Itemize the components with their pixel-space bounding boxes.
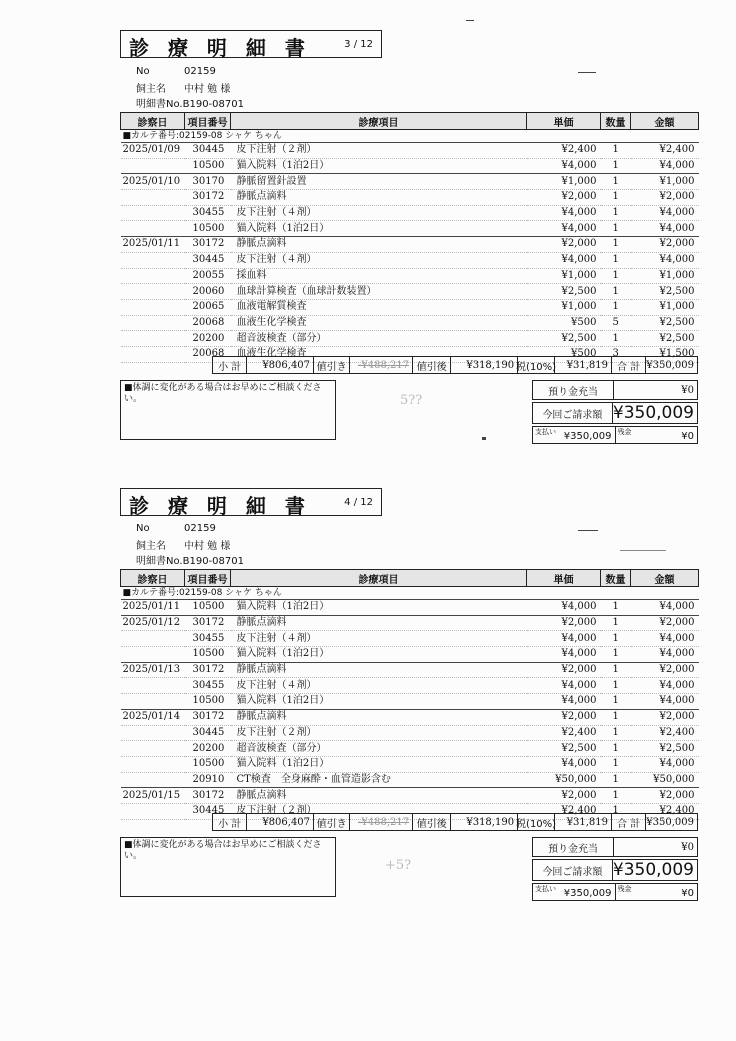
cell-item: 血液生化学検査 (231, 315, 527, 331)
cell-price: ¥4,000 (527, 221, 601, 237)
table-row (121, 725, 699, 741)
cell-price: ¥500 (527, 315, 601, 331)
table-row (121, 252, 699, 268)
cell-qty: 1 (601, 252, 631, 268)
cell-code: 20068 (185, 315, 231, 331)
paid-cell (533, 427, 616, 443)
cell-price: ¥4,000 (527, 158, 601, 174)
cell-amount: ¥2,000 (631, 788, 699, 804)
total-label: 合 計 (612, 814, 646, 830)
cell-qty: 1 (601, 205, 631, 221)
cell-date (121, 205, 185, 221)
tax-value: ¥31,819 (555, 357, 612, 373)
cell-price: ¥2,500 (527, 741, 601, 757)
cell-price: ¥4,000 (527, 678, 601, 694)
cell-qty: 1 (601, 788, 631, 804)
col-date: 診察日 (121, 113, 185, 130)
balance-value: ¥0 (681, 888, 694, 899)
tax-label: 税(10%) (518, 357, 555, 373)
cell-amount: ¥1,000 (631, 299, 699, 315)
discount-value: -¥488,217 (350, 814, 413, 830)
cell-date (121, 772, 185, 788)
cell-qty: 5 (601, 315, 631, 331)
cell-code: 20060 (185, 284, 231, 300)
table-row (121, 158, 699, 174)
cell-date (121, 315, 185, 331)
cell-qty: 1 (601, 772, 631, 788)
owner-label: 飼主名 (136, 541, 166, 552)
scan-mark (578, 530, 598, 531)
cell-date (121, 647, 185, 663)
cell-date: 2025/01/11 (121, 237, 185, 253)
owner-value: 中村 勉 様 (184, 84, 231, 95)
billing-row (532, 402, 698, 424)
cell-amount: ¥2,400 (631, 803, 699, 819)
note-box: ■体調に変化がある場合はお早めにご相談ください。 (120, 837, 336, 897)
table-row (121, 268, 699, 284)
cell-qty: 1 (601, 756, 631, 772)
cell-code: 20055 (185, 268, 231, 284)
discount-label: 値引き (314, 814, 350, 830)
table-row (121, 190, 699, 206)
table-row (121, 694, 699, 710)
cell-date: 2025/01/10 (121, 174, 185, 190)
balance-label: 残金 (617, 428, 632, 436)
cell-amount: ¥4,000 (631, 221, 699, 237)
cell-date: 2025/01/14 (121, 709, 185, 725)
cell-date (121, 158, 185, 174)
balance-cell (616, 884, 698, 900)
cell-price: ¥2,400 (527, 803, 601, 819)
paid-cell (533, 884, 616, 900)
cell-item: 静脈留置針設置 (231, 174, 527, 190)
cell-item: 猫入院料（1泊2日） (231, 694, 527, 710)
table-row (121, 600, 699, 616)
cell-date (121, 221, 185, 237)
cell-price: ¥2,500 (527, 284, 601, 300)
page-number: 3 / 12 (344, 39, 373, 50)
owner-line (136, 80, 230, 95)
table-row (121, 331, 699, 347)
cell-price: ¥4,000 (527, 694, 601, 710)
subtotal-label: 小 計 (213, 357, 247, 373)
cell-amount: ¥2,000 (631, 615, 699, 631)
cell-item: 静脈点滴料 (231, 237, 527, 253)
cell-amount: ¥4,000 (631, 631, 699, 647)
cell-amount: ¥2,000 (631, 709, 699, 725)
cell-date (121, 756, 185, 772)
table-row (121, 284, 699, 300)
karte-line: ■カルテ番号:02159-08 シャケ ちゃん (122, 131, 282, 141)
table-row (121, 741, 699, 757)
cell-item: 皮下注射（４剤） (231, 205, 527, 221)
cell-item: 超音波検査（部分） (231, 741, 527, 757)
cell-amount: ¥4,000 (631, 158, 699, 174)
cell-item: CT検査 全身麻酔・血管造影含む (231, 772, 527, 788)
paid-balance-row (532, 883, 698, 901)
statement-value: B190-08701 (182, 556, 244, 567)
cell-item: 血液生化学検査 (231, 346, 527, 362)
cell-amount: ¥2,400 (631, 725, 699, 741)
cell-amount: ¥4,000 (631, 678, 699, 694)
cell-item: 静脈点滴料 (231, 615, 527, 631)
cell-code: 20068 (185, 346, 231, 362)
cell-item: 血液電解質検査 (231, 299, 527, 315)
table-row (121, 772, 699, 788)
cell-qty: 1 (601, 647, 631, 663)
table-header (121, 570, 699, 587)
cell-item: 猫入院料（1泊2日） (231, 158, 527, 174)
cell-date (121, 725, 185, 741)
col-item: 診療項目 (231, 570, 527, 587)
cell-qty: 3 (601, 346, 631, 362)
no-value: 02159 (184, 66, 216, 77)
deposit-label: 預り金充当 (533, 838, 614, 856)
cell-code: 30172 (185, 662, 231, 678)
subtotal-value: ¥806,407 (247, 357, 314, 373)
cell-price: ¥4,000 (527, 756, 601, 772)
cell-date (121, 190, 185, 206)
cell-price: ¥2,000 (527, 237, 601, 253)
cell-qty: 1 (601, 237, 631, 253)
cell-code: 30172 (185, 615, 231, 631)
table-row (121, 756, 699, 772)
handwritten-note: 5?? (400, 393, 423, 408)
table-row (121, 205, 699, 221)
cell-date: 2025/01/11 (121, 600, 185, 616)
cell-code: 10500 (185, 694, 231, 710)
deposit-value: ¥0 (681, 384, 694, 396)
cell-amount: ¥2,000 (631, 237, 699, 253)
cell-item: 猫入院料（1泊2日） (231, 221, 527, 237)
page-title: 診 療 明 細 書 (129, 494, 311, 518)
cell-item: 猫入院料（1泊2日） (231, 600, 527, 616)
table-row (121, 221, 699, 237)
cell-item: 皮下注射（２剤） (231, 725, 527, 741)
cell-date (121, 268, 185, 284)
cell-item: 猫入院料（1泊2日） (231, 647, 527, 663)
col-code: 項目番号 (185, 113, 231, 130)
cell-code: 10500 (185, 221, 231, 237)
cell-code: 30445 (185, 252, 231, 268)
cell-item: 皮下注射（４剤） (231, 252, 527, 268)
cell-date (121, 331, 185, 347)
owner-value: 中村 勉 様 (184, 541, 231, 552)
cell-item: 静脈点滴料 (231, 709, 527, 725)
cell-item: 猫入院料（1泊2日） (231, 756, 527, 772)
balance-label: 残金 (617, 885, 632, 893)
summary-row (212, 813, 698, 831)
statement-no-line (136, 552, 244, 567)
cell-code: 10500 (185, 600, 231, 616)
cell-qty: 1 (601, 803, 631, 819)
no-line (136, 66, 216, 77)
cell-price: ¥4,000 (527, 205, 601, 221)
cell-code: 30455 (185, 631, 231, 647)
discount-value: -¥488,217 (350, 357, 413, 373)
cell-amount: ¥2,500 (631, 284, 699, 300)
cell-code: 10500 (185, 158, 231, 174)
cell-amount: ¥4,000 (631, 252, 699, 268)
cell-item: 皮下注射（４剤） (231, 631, 527, 647)
cell-price: ¥2,000 (527, 709, 601, 725)
paid-label: 支払い (535, 885, 556, 893)
no-label: No (136, 523, 150, 534)
cell-date (121, 694, 185, 710)
title-box (120, 30, 382, 58)
cell-qty: 1 (601, 709, 631, 725)
cell-date (121, 803, 185, 819)
tax-label: 税(10%) (518, 814, 555, 830)
cell-code: 30172 (185, 709, 231, 725)
cell-qty: 1 (601, 600, 631, 616)
cell-qty: 1 (601, 662, 631, 678)
cell-price: ¥1,000 (527, 174, 601, 190)
col-date: 診察日 (121, 570, 185, 587)
col-price: 単価 (527, 113, 601, 130)
cell-price: ¥2,400 (527, 725, 601, 741)
owner-line (136, 537, 230, 552)
billing-row (532, 859, 698, 881)
cell-qty: 1 (601, 190, 631, 206)
owner-label: 飼主名 (136, 84, 166, 95)
statement-label: 明細書No. (136, 556, 183, 567)
paid-value: ¥350,009 (563, 431, 612, 442)
title-box (120, 488, 382, 516)
note-box: ■体調に変化がある場合はお早めにご相談ください。 (120, 380, 336, 440)
cell-amount: ¥1,000 (631, 268, 699, 284)
cell-code: 10500 (185, 756, 231, 772)
statement-value: B190-08701 (182, 99, 244, 110)
cell-price: ¥2,500 (527, 331, 601, 347)
total-value: ¥350,009 (646, 359, 695, 371)
cell-amount: ¥2,000 (631, 662, 699, 678)
cell-date (121, 346, 185, 362)
cell-qty: 1 (601, 221, 631, 237)
cell-date: 2025/01/12 (121, 615, 185, 631)
cell-date: 2025/01/15 (121, 788, 185, 804)
cell-price: ¥1,000 (527, 268, 601, 284)
cell-price: ¥4,000 (527, 647, 601, 663)
table-row (121, 315, 699, 331)
cell-code: 30445 (185, 143, 231, 159)
paid-balance-row (532, 426, 698, 444)
deposit-row (532, 837, 698, 857)
scan-mark (466, 20, 474, 21)
cell-amount: ¥2,500 (631, 741, 699, 757)
scan-mark (620, 550, 666, 551)
cell-qty: 1 (601, 694, 631, 710)
cell-price: ¥2,400 (527, 143, 601, 159)
col-code: 項目番号 (185, 570, 231, 587)
cell-item: 血球計算検査（血球計数装置） (231, 284, 527, 300)
cell-amount: ¥2,400 (631, 143, 699, 159)
paid-value: ¥350,009 (563, 888, 612, 899)
deposit-label: 預り金充当 (533, 381, 614, 399)
cell-amount: ¥4,000 (631, 756, 699, 772)
cell-amount: ¥1,000 (631, 174, 699, 190)
table-row (121, 174, 699, 190)
cell-code: 30455 (185, 205, 231, 221)
paid-label: 支払い (535, 428, 556, 436)
cell-price: ¥500 (527, 346, 601, 362)
col-amount: 金額 (631, 113, 699, 130)
cell-qty: 1 (601, 174, 631, 190)
after-discount-label: 値引後 (413, 357, 451, 373)
tax-value: ¥31,819 (555, 814, 612, 830)
cell-code: 30172 (185, 237, 231, 253)
col-amount: 金額 (631, 570, 699, 587)
cell-date (121, 252, 185, 268)
cell-item: 静脈点滴料 (231, 788, 527, 804)
cell-qty: 1 (601, 284, 631, 300)
cell-price: ¥50,000 (527, 772, 601, 788)
after-discount-value: ¥318,190 (451, 357, 518, 373)
cell-date (121, 631, 185, 647)
cell-qty: 1 (601, 615, 631, 631)
subtotal-value: ¥806,407 (247, 814, 314, 830)
cell-code: 20065 (185, 299, 231, 315)
discount-label: 値引き (314, 357, 350, 373)
cell-item: 皮下注射（２剤） (231, 803, 527, 819)
balance-value: ¥0 (681, 431, 694, 442)
cell-price: ¥2,000 (527, 615, 601, 631)
handwritten-note: +5? (385, 858, 412, 873)
subtotal-label: 小 計 (213, 814, 247, 830)
cell-price: ¥4,000 (527, 631, 601, 647)
balance-cell (616, 427, 698, 443)
no-value: 02159 (184, 523, 216, 534)
table-row (121, 237, 699, 253)
cell-date (121, 678, 185, 694)
cell-qty: 1 (601, 268, 631, 284)
cell-item: 静脈点滴料 (231, 662, 527, 678)
billing-label: 今回ご請求額 (533, 860, 613, 880)
table-header (121, 113, 699, 130)
cell-date (121, 299, 185, 315)
cell-price: ¥2,000 (527, 190, 601, 206)
cell-date: 2025/01/13 (121, 662, 185, 678)
col-qty: 数量 (601, 113, 631, 130)
deposit-value: ¥0 (681, 841, 694, 853)
cell-item: 超音波検査（部分） (231, 331, 527, 347)
table-row (121, 615, 699, 631)
total-label: 合 計 (612, 357, 646, 373)
cell-code: 20910 (185, 772, 231, 788)
table-row (121, 299, 699, 315)
cell-qty: 1 (601, 299, 631, 315)
cell-item: 静脈点滴料 (231, 190, 527, 206)
cell-item: 採血料 (231, 268, 527, 284)
col-price: 単価 (527, 570, 601, 587)
cell-code: 30445 (185, 803, 231, 819)
cell-code: 10500 (185, 647, 231, 663)
no-label: No (136, 66, 150, 77)
summary-row (212, 356, 698, 374)
detail-table (120, 112, 699, 363)
cell-amount: ¥2,500 (631, 315, 699, 331)
cell-item: 皮下注射（４剤） (231, 678, 527, 694)
statement-no-line (136, 95, 244, 110)
cell-code: 30172 (185, 190, 231, 206)
cell-item: 皮下注射（２剤） (231, 143, 527, 159)
karte-line: ■カルテ番号:02159-08 シャケ ちゃん (122, 588, 282, 598)
cell-code: 20200 (185, 331, 231, 347)
billing-label: 今回ご請求額 (533, 403, 613, 423)
no-line (136, 523, 216, 534)
table-row (121, 678, 699, 694)
cell-date (121, 284, 185, 300)
scan-mark (578, 72, 596, 73)
cell-amount: ¥4,000 (631, 600, 699, 616)
page-number: 4 / 12 (344, 497, 373, 508)
cell-amount: ¥2,000 (631, 190, 699, 206)
deposit-row (532, 380, 698, 400)
cell-price: ¥4,000 (527, 252, 601, 268)
cell-code: 30170 (185, 174, 231, 190)
cell-qty: 1 (601, 158, 631, 174)
cell-price: ¥1,000 (527, 299, 601, 315)
cell-amount: ¥4,000 (631, 647, 699, 663)
col-qty: 数量 (601, 570, 631, 587)
cell-code: 30445 (185, 725, 231, 741)
cell-qty: 1 (601, 143, 631, 159)
billing-value: ¥350,009 (612, 860, 694, 880)
table-row (121, 143, 699, 159)
after-discount-label: 値引後 (413, 814, 451, 830)
cell-price: ¥2,000 (527, 662, 601, 678)
col-item: 診療項目 (231, 113, 527, 130)
cell-amount: ¥4,000 (631, 205, 699, 221)
cell-qty: 1 (601, 631, 631, 647)
statement-label: 明細書No. (136, 99, 183, 110)
cell-code: 20200 (185, 741, 231, 757)
table-row (121, 788, 699, 804)
page-title: 診 療 明 細 書 (129, 36, 311, 60)
total-value: ¥350,009 (646, 816, 695, 828)
cell-price: ¥4,000 (527, 600, 601, 616)
cell-date: 2025/01/09 (121, 143, 185, 159)
detail-table (120, 569, 699, 820)
table-row (121, 662, 699, 678)
cell-amount: ¥50,000 (631, 772, 699, 788)
table-row (121, 647, 699, 663)
cell-qty: 1 (601, 741, 631, 757)
cell-amount: ¥2,500 (631, 331, 699, 347)
cell-amount: ¥4,000 (631, 694, 699, 710)
cell-qty: 1 (601, 725, 631, 741)
after-discount-value: ¥318,190 (451, 814, 518, 830)
scan-mark (482, 437, 486, 440)
cell-qty: 1 (601, 331, 631, 347)
cell-amount: ¥1,500 (631, 346, 699, 362)
cell-date (121, 741, 185, 757)
table-row (121, 709, 699, 725)
cell-price: ¥2,000 (527, 788, 601, 804)
billing-value: ¥350,009 (612, 403, 694, 423)
cell-qty: 1 (601, 678, 631, 694)
table-row (121, 631, 699, 647)
cell-code: 30455 (185, 678, 231, 694)
cell-code: 30172 (185, 788, 231, 804)
